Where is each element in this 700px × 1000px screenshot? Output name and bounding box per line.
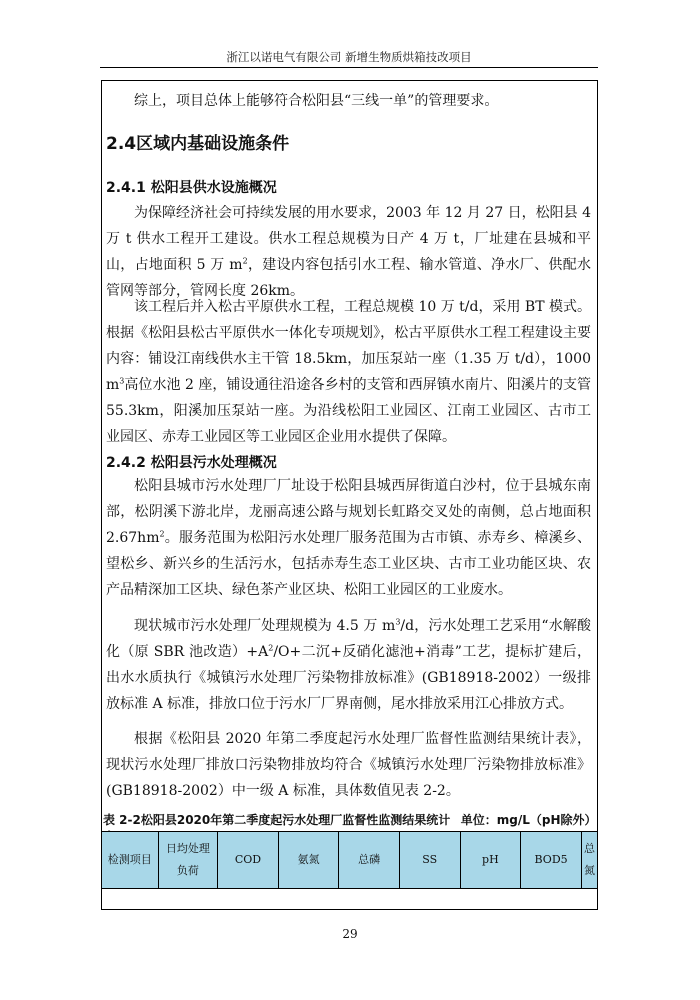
- superscript: 2: [268, 643, 274, 653]
- subsection-heading-sewage: 2.4.2 松阳县污水处理概况: [106, 455, 277, 471]
- table-header-cell: 日均处理负荷: [158, 832, 218, 889]
- monitoring-table: [101, 831, 598, 889]
- water-supply-paragraph-1: [106, 200, 591, 304]
- text-run: /O+二沉+反硝化滤池+消毒”工艺，提标扩建后，出水水质执行《城镇污水处理厂污染物排放标准》(GB18918-2002）一级排放标准 A 标准，排放口位于污水厂厂界南侧，尾水排放采用江心排放方式。: [106, 644, 591, 712]
- superscript: 2: [159, 529, 165, 539]
- text-run: 为保障经济社会可持续发展的用水要求，2003 年 12 月 27 日，松阳县 4 万 t 供水工程开工建设。供水工程总规模为日产 4 万 t，厂址建在县城和平山，占地面积 5 万 m: [106, 205, 591, 273]
- table-header-cell: BOD5: [521, 832, 582, 889]
- text-run: 高位水池 2 座，铺设通往沿途各乡村的支管和西屏镇水南片、阳溪片的支管 55.3km，阳溪加压泵站一座。为沿线松阳工业园区、江南工业园区、古市工业园区、赤寿工业园区等工业园区企业用水提供了保障。: [106, 377, 591, 445]
- table-title: 表 2-2松阳县2020年第二季度起污水处理厂监督性监测结果统计: [103, 813, 451, 827]
- text-run: ，建设内容包括引水工程、输水管道、净水厂、供配水管网等部分，管网长度 26km。: [106, 257, 591, 299]
- table-header-cell: 总磷: [339, 832, 400, 889]
- table-header-cell: 氨氮: [278, 832, 339, 889]
- summary-paragraph: 综上，项目总体上能够符合松阳县“三线一单”的管理要求。: [134, 93, 499, 109]
- table-header-cell: 检测项目: [102, 832, 159, 889]
- sewage-paragraph-3: 根据《松阳县 2020 年第二季度起污水处理厂监督性监测结果统计表》，现状污水处理厂排放口污染物排放均符合《城镇污水处理厂污染物排放标准》(GB18918-2002）中一级 A 标准，具体数值见表 2-2。: [106, 731, 591, 799]
- text-run: 现状城市污水处理厂处理规模为 4.5 万 m: [134, 618, 396, 634]
- table-header-cell: 总氮: [582, 832, 598, 889]
- text-run: /d，污水处理工艺采用“水解酸化（原 SBR 池改造）+A: [106, 618, 591, 660]
- sewage-paragraph-2: [106, 613, 591, 717]
- page-number: 29: [342, 927, 358, 941]
- section-number: 2.4: [106, 134, 137, 154]
- table-header-row: [102, 832, 598, 889]
- table-unit: 单位：mg/L（pH除外）: [460, 813, 597, 827]
- superscript: 3: [119, 376, 125, 386]
- text-run: 。服务范围为松阳污水处理厂服务范围为古市镇、赤寿乡、樟溪乡、望松乡、新兴乡的生活污水，包括赤寿生态工业区块、古市工业功能区块、农产品精深加工区块、绿色茶产业区块、松阳工业园区的工业废水。: [106, 530, 591, 598]
- table-header-cell: COD: [218, 832, 279, 889]
- text-run: 松阳县城市污水处理厂厂址设于松阳县城西屏街道白沙村，位于县城东南部，松阴溪下游北岸，龙丽高速公路与规划长虹路交叉处的南侧，总占地面积 2.67hm: [106, 478, 591, 546]
- superscript: 3: [395, 617, 401, 627]
- table-header-cell: SS: [399, 832, 460, 889]
- subsection-heading-water-supply: 2.4.1 松阳县供水设施概况: [106, 180, 277, 196]
- table-header-cell: pH: [460, 832, 521, 889]
- superscript: 2: [242, 256, 248, 266]
- water-supply-paragraph-2: [106, 294, 591, 450]
- header-rule: [100, 67, 598, 68]
- section-heading: [106, 129, 289, 154]
- page-header: 浙江以诺电气有限公司 新增生物质烘箱技改项目: [226, 50, 472, 64]
- section-title: 区域内基础设施条件: [136, 134, 290, 154]
- text-run: 该工程后并入松古平原供水工程，工程总规模 10 万 t/d，采用 BT 模式。根据《松阳县松古平原供水一体化专项规划》，松古平原供水工程工程建设主要内容：铺设江南线供水主干管 18.5km，加压泵站一座（1.35 万 t/d），1000 m: [106, 299, 591, 393]
- sewage-paragraph-1: [106, 473, 591, 603]
